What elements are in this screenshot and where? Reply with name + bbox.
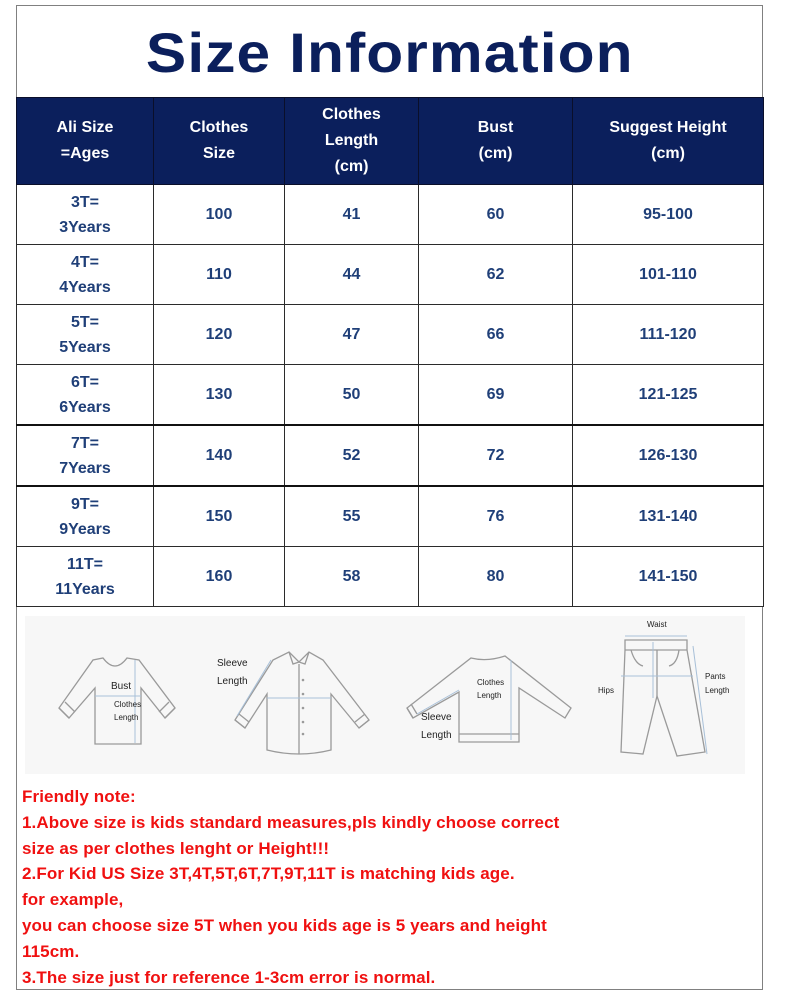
size-chart-sheet: [16, 5, 763, 990]
cell-length: 41: [285, 185, 419, 245]
note-line: for example,: [22, 890, 124, 910]
note-line: size as per clothes lenght or Height!!!: [22, 838, 330, 858]
cell-bust: 76: [419, 486, 573, 547]
note-line: you can choose size 5T when you kids age is 5 years and height: [22, 915, 547, 935]
table-row: [17, 425, 764, 486]
cell-bust: 66: [419, 305, 573, 365]
measurement-figures: [25, 616, 745, 774]
table-row: [17, 365, 764, 426]
table-row: [17, 185, 764, 245]
cell-length: 55: [285, 486, 419, 547]
cell-clothes-size: 120: [154, 305, 285, 365]
cell-bust: 69: [419, 365, 573, 426]
cell-bust: 72: [419, 425, 573, 486]
table-row: [17, 245, 764, 305]
tshirt-icon: [35, 616, 195, 774]
cell-age: 3T= 3Years: [17, 185, 154, 245]
note-line: 3.The size just for reference 1-3cm error is normal.: [22, 967, 436, 987]
header-bust: Bust (cm): [419, 98, 573, 185]
note-line: 2.For Kid US Size 3T,4T,5T,6T,7T,9T,11T is matching kids age.: [22, 864, 515, 884]
header-clothes-size: Clothes Size: [154, 98, 285, 185]
cell-height: 141-150: [573, 547, 764, 607]
cell-height: 95-100: [573, 185, 764, 245]
cell-clothes-size: 110: [154, 245, 285, 305]
pants-figure: Waist Hips Pants Length: [595, 616, 745, 774]
cell-age: 11T= 11Years: [17, 547, 154, 607]
table-row: [17, 305, 764, 365]
cell-length: 50: [285, 365, 419, 426]
table-row: [17, 547, 764, 607]
shirt-icon: [203, 616, 388, 774]
cell-height: 126-130: [573, 425, 764, 486]
cell-clothes-size: 130: [154, 365, 285, 426]
cell-length: 44: [285, 245, 419, 305]
cell-clothes-size: 160: [154, 547, 285, 607]
cell-length: 58: [285, 547, 419, 607]
cell-bust: 80: [419, 547, 573, 607]
header-ali-size: Ali Size =Ages: [17, 98, 154, 185]
table-header-row: [17, 98, 764, 185]
notes-heading: Friendly note:: [22, 787, 136, 806]
size-table: [16, 97, 764, 607]
cell-height: 131-140: [573, 486, 764, 547]
friendly-notes: [22, 784, 752, 990]
cell-height: 101-110: [573, 245, 764, 305]
cell-height: 111-120: [573, 305, 764, 365]
pants-icon: [595, 616, 745, 774]
note-line: 115cm.: [22, 941, 80, 961]
page-title: Size Information: [145, 20, 634, 84]
cell-age: 5T= 5Years: [17, 305, 154, 365]
cell-age: 4T= 4Years: [17, 245, 154, 305]
cell-age: 7T= 7Years: [17, 425, 154, 486]
header-clothes-length: Clothes Length (cm): [285, 98, 419, 185]
cell-clothes-size: 140: [154, 425, 285, 486]
sweater-figure: Clothes Length Sleeve Length: [395, 616, 580, 774]
cell-age: 9T= 9Years: [17, 486, 154, 547]
table-row: [17, 486, 764, 547]
cell-age: 6T= 6Years: [17, 365, 154, 426]
cell-height: 121-125: [573, 365, 764, 426]
cell-bust: 62: [419, 245, 573, 305]
cell-clothes-size: 150: [154, 486, 285, 547]
header-suggest-height: Suggest Height (cm): [573, 98, 764, 185]
cell-length: 47: [285, 305, 419, 365]
cell-bust: 60: [419, 185, 573, 245]
tshirt-figure: Bust Clothes Length: [35, 616, 195, 774]
note-line: 1.Above size is kids standard measures,pls kindly choose correct: [22, 812, 560, 832]
title-bar: [17, 6, 762, 98]
shirt-figure: Sleeve Length: [203, 616, 388, 774]
cell-length: 52: [285, 425, 419, 486]
cell-clothes-size: 100: [154, 185, 285, 245]
